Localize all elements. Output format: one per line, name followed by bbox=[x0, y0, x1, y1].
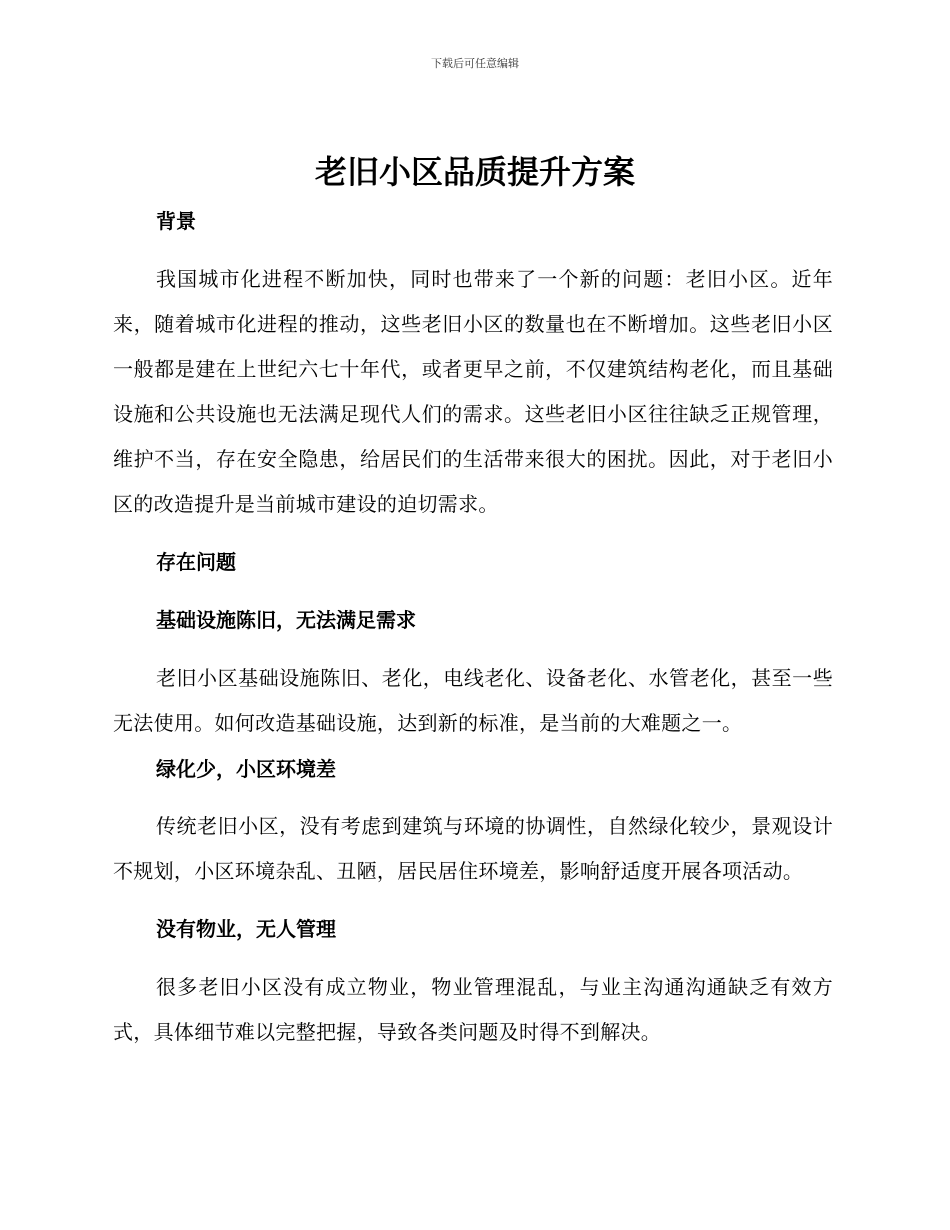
subheading-property-management: 没有物业，无人管理 bbox=[156, 917, 336, 941]
subheading-greening: 绿化少，小区环境差 bbox=[156, 757, 336, 781]
document-body bbox=[113, 204, 833, 1055]
section-heading-problems: 存在问题 bbox=[156, 550, 236, 574]
subheading-infrastructure: 基础设施陈旧，无法满足需求 bbox=[156, 608, 416, 632]
document-title: 老旧小区品质提升方案 bbox=[314, 153, 635, 191]
paragraph-greening: 传统老旧小区，没有考虑到建筑与环境的协调性，自然绿化较少，景观设计不规划，小区环境杂乱、丑陋，居民居住环境差，影响舒适度开展各项活动。 bbox=[113, 814, 833, 883]
paragraph-infrastructure: 老旧小区基础设施陈旧、老化，电线老化、设备老化、水管老化，甚至一些无法使用。如何改造基础设施，达到新的标准，是当前的大难题之一。 bbox=[113, 666, 833, 735]
page-header-note: 下载后可任意编辑 bbox=[431, 57, 519, 70]
section-heading-background: 背景 bbox=[156, 209, 196, 233]
paragraph-property-management: 很多老旧小区没有成立物业，物业管理混乱，与业主沟通沟通缺乏有效方式，具体细节难以完整把握，导致各类问题及时得不到解决。 bbox=[113, 975, 833, 1044]
paragraph-background: 我国城市化进程不断加快，同时也带来了一个新的问题：老旧小区。近年来，随着城市化进程的推动，这些老旧小区的数量也在不断增加。这些老旧小区一般都是建在上世纪六七十年代，或者更早之前，不仅建筑结构老化，而且基础设施和公共设施也无法满足现代人们的需求。这些老旧小区往往缺乏正规管理，维护不当，存在安全隐患，给居民们的生活带来很大的困扰。因此，对于老旧小区的改造提升是当前城市建设的迫切需求。 bbox=[113, 267, 833, 516]
